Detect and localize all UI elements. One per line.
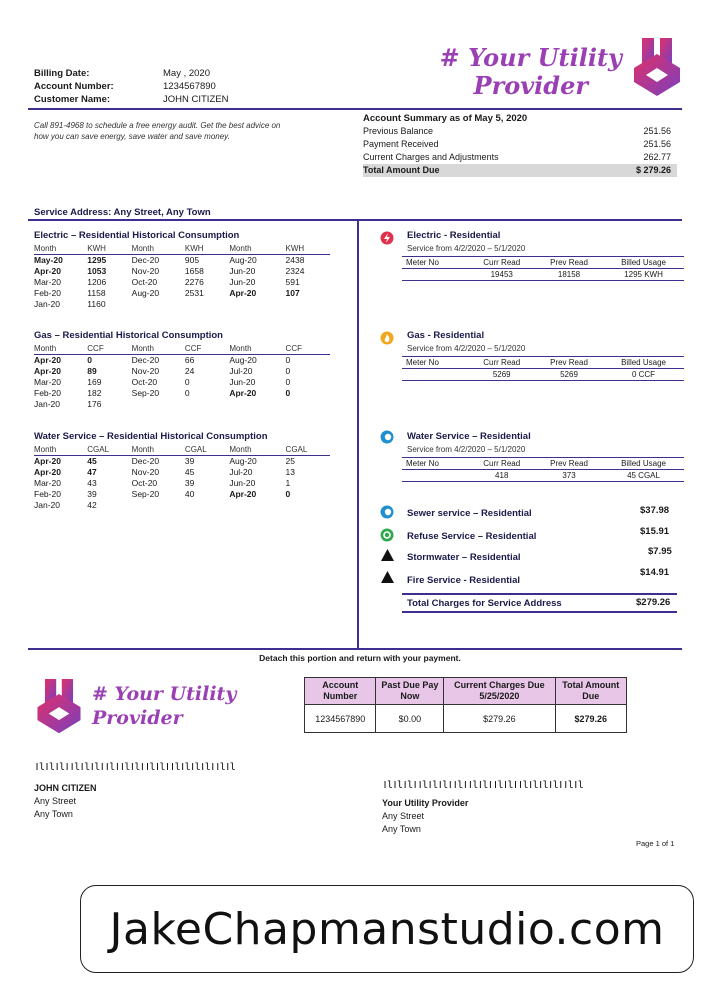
history-cell: Dec-20: [131, 254, 160, 265]
summary-label: Payment Received: [363, 139, 439, 149]
stub-header-cell: Total Amount Due: [555, 678, 626, 705]
column-divider: [357, 220, 359, 648]
history-row: [34, 467, 330, 478]
water-service-title: Water Service – Residential: [407, 431, 531, 442]
stub-value-cell: $279.26: [555, 705, 626, 733]
history-cell: 39: [87, 488, 97, 499]
meter-header-cell: Prev Read: [535, 458, 603, 470]
service-address: Service Address: Any Street, Any Town: [34, 207, 211, 218]
history-row: [34, 354, 330, 366]
history-header-cell: Month: [229, 444, 285, 455]
meter-cell: [402, 369, 468, 381]
history-cell: [185, 299, 229, 310]
history-cell: Aug-20: [229, 254, 257, 265]
brand-logo-icon: [634, 38, 680, 100]
meter-header-cell: Billed Usage: [603, 458, 684, 470]
history-cell: Jan-20: [34, 298, 60, 309]
history-cell: 2276: [184, 276, 204, 287]
meter-cell: 0 CCF: [603, 369, 684, 381]
header-rule: [28, 108, 682, 110]
history-header-cell: KWH: [185, 243, 229, 254]
history-cell: 0: [285, 376, 291, 387]
history-cell: Apr-20: [229, 488, 257, 499]
refuse-service-label: Refuse Service – Residential: [407, 531, 537, 542]
total-charges-bottom-rule: [402, 611, 677, 613]
gas-history-title: Gas – Residential Historical Consumption: [34, 330, 223, 341]
billing-info: [34, 67, 114, 106]
gas-history-table: [34, 343, 330, 410]
stub-value-cell: 1234567890: [305, 705, 376, 733]
history-row: [34, 399, 330, 410]
meter-header-cell: Prev Read: [535, 257, 603, 269]
history-cell: May-20: [34, 254, 63, 265]
provider-address-street: Any Street: [382, 811, 425, 821]
meter-cell: 45 CGAL: [603, 470, 684, 482]
total-charges-value: $279.26: [636, 597, 671, 608]
meter-header-cell: Curr Read: [468, 458, 534, 470]
billing-date-label: Billing Date:: [34, 68, 90, 79]
history-cell: 66: [184, 354, 195, 365]
history-row: [34, 288, 330, 299]
history-cell: Aug-20: [131, 287, 160, 298]
history-cell: 1160: [87, 298, 106, 309]
billing-date: May , 2020: [163, 68, 210, 79]
history-cell: Jan-20: [34, 499, 60, 510]
history-cell: 0: [285, 365, 291, 376]
history-cell: Feb-20: [34, 387, 61, 398]
fire-service-label: Fire Service - Residential: [407, 575, 520, 586]
history-cell: Mar-20: [34, 376, 61, 387]
history-cell: Dec-20: [131, 354, 160, 365]
summary-label: Current Charges and Adjustments: [363, 152, 499, 162]
customer-name-label: Customer Name:: [34, 94, 111, 105]
energy-audit-tip: Call 891-4968 to schedule a free energy audit. Get the best advice on how you can save energy, save water and save money.: [34, 121, 281, 141]
meter-header-cell: Curr Read: [468, 357, 534, 369]
history-header-cell: Month: [34, 243, 87, 254]
summary-row: [363, 138, 677, 151]
history-cell: Nov-20: [131, 466, 160, 477]
water-service-period: Service from 4/2/2020 – 5/1/2020: [407, 445, 526, 454]
customer-address: [34, 782, 97, 821]
stub-value-row: [305, 705, 627, 733]
customer-address-town: Any Town: [34, 809, 73, 819]
total-charges-rule: [402, 593, 677, 595]
stub-brand-logo-icon: [36, 679, 82, 737]
stub-header-cell: Current Charges Due 5/25/2020: [444, 678, 555, 705]
meter-cell: 5269: [535, 369, 603, 381]
history-row: [34, 489, 330, 500]
history-cell: Apr-20: [34, 365, 61, 376]
history-cell: 0: [285, 488, 291, 499]
history-cell: 1053: [87, 265, 107, 276]
water-meter-table: [402, 457, 684, 482]
history-cell: 2438: [285, 254, 305, 265]
history-cell: 47: [87, 466, 97, 477]
summary-value: 251.56: [643, 139, 671, 149]
history-cell: Apr-20: [229, 287, 257, 298]
history-cell: Jan-20: [34, 398, 60, 409]
summary-row: [363, 151, 677, 164]
electric-service-title: Electric - Residential: [407, 230, 501, 241]
history-header-cell: Month: [229, 343, 285, 354]
history-header-cell: CGAL: [87, 444, 131, 455]
history-header-cell: Month: [132, 343, 185, 354]
meter-row: [402, 369, 684, 381]
history-cell: 0: [285, 387, 291, 398]
history-cell: Jun-20: [229, 276, 256, 287]
history-cell: 45: [184, 466, 195, 477]
history-cell: Sep-20: [131, 488, 160, 499]
history-cell: Oct-20: [131, 376, 158, 387]
history-cell: Mar-20: [34, 276, 61, 287]
history-row: [34, 388, 330, 399]
history-cell: Apr-20: [34, 354, 61, 365]
meter-cell: 418: [468, 470, 534, 482]
meter-header-cell: Prev Read: [535, 357, 603, 369]
stub-value-cell: $0.00: [376, 705, 444, 733]
history-cell: 107: [285, 287, 300, 298]
history-cell: Jul-20: [229, 365, 253, 376]
history-cell: 182: [87, 387, 102, 398]
history-cell: 1658: [184, 265, 204, 276]
history-cell: Jul-20: [229, 466, 253, 477]
history-cell: Apr-20: [34, 455, 61, 466]
history-cell: 0: [184, 387, 190, 398]
fire-service-triangle-icon: [381, 571, 394, 583]
summary-value: 262.77: [643, 152, 671, 162]
meter-header-row: [402, 257, 684, 269]
meter-header-cell: Meter No: [402, 257, 468, 269]
meter-row: [402, 470, 684, 482]
history-row: [34, 478, 330, 489]
history-header-cell: Month: [34, 343, 87, 354]
stub-brand-name: [92, 682, 236, 730]
history-row: [34, 500, 330, 511]
history-cell: Feb-20: [34, 287, 61, 298]
history-header-cell: CCF: [87, 343, 131, 354]
history-header-cell: CCF: [185, 343, 229, 354]
history-cell: 176: [87, 398, 102, 409]
history-header-cell: KWH: [87, 243, 131, 254]
stormwater-triangle-icon: [381, 549, 394, 561]
stormwater-service-amount: $7.95: [648, 546, 672, 557]
billing-values: [163, 67, 228, 106]
summary-label: Previous Balance: [363, 126, 434, 136]
service-address-rule: [28, 219, 682, 221]
history-cell: Jun-20: [229, 477, 256, 488]
account-summary: [363, 112, 677, 177]
history-row: [34, 277, 330, 288]
electric-meter-table: [402, 256, 684, 281]
stub-header-cell: Account Number: [305, 678, 376, 705]
history-cell: 39: [184, 455, 195, 466]
customer-barcode: ǀlǀlǀlǀǀlǀlǀlǀǀlǀǀlǀlǀǀlǀlǀǀlǀlǀlǀlǀǀlǀl: [34, 762, 235, 773]
history-cell: Apr-20: [34, 466, 61, 477]
page-number: Page 1 of 1: [636, 839, 675, 848]
history-cell: 0: [285, 354, 291, 365]
refuse-service-amount: $15.91: [640, 526, 670, 537]
stub-brand-line-1: # Your Utility: [92, 683, 237, 705]
history-cell: 1206: [87, 276, 107, 287]
history-cell: [286, 500, 330, 511]
watermark-banner: [80, 885, 694, 973]
summary-title: Account Summary as of May 5, 2020: [363, 113, 528, 124]
history-row: [34, 455, 330, 467]
meter-header-row: [402, 458, 684, 470]
history-header-row: [34, 243, 330, 254]
payment-stub-table: [304, 677, 627, 733]
customer-address-street: Any Street: [34, 796, 77, 806]
summary-total-label: Total Amount Due: [363, 165, 440, 175]
meter-cell: 18158: [535, 269, 603, 281]
electric-icon: [380, 231, 394, 245]
water-history-title: Water Service – Residential Historical Consumption: [34, 431, 268, 442]
summary-total-row: [363, 164, 677, 177]
history-cell: 1: [285, 477, 291, 488]
history-cell: 0: [87, 354, 92, 365]
provider-address-name: Your Utility Provider: [382, 798, 469, 808]
summary-row: [363, 125, 677, 138]
history-cell: 40: [184, 488, 195, 499]
history-header-cell: KWH: [286, 243, 330, 254]
history-cell: [132, 399, 185, 410]
water-drop-icon: [380, 430, 394, 444]
sewer-service-label: Sewer service – Residential: [407, 508, 532, 519]
history-cell: 25: [285, 455, 296, 466]
history-cell: 2324: [285, 265, 305, 276]
meter-header-cell: Billed Usage: [603, 257, 684, 269]
history-header-cell: Month: [34, 444, 87, 455]
gas-meter-table: [402, 356, 684, 381]
history-cell: Dec-20: [131, 455, 160, 466]
history-cell: 905: [184, 254, 200, 265]
meter-cell: 1295 KWH: [603, 269, 684, 281]
history-cell: 169: [87, 376, 102, 387]
meter-cell: 19453: [468, 269, 534, 281]
account-number-label: Account Number:: [34, 81, 114, 92]
meter-cell: 5269: [468, 369, 534, 381]
history-row: [34, 377, 330, 388]
history-cell: [132, 299, 185, 310]
history-cell: 39: [184, 477, 195, 488]
history-cell: [185, 399, 229, 410]
history-cell: [229, 399, 285, 410]
history-cell: Aug-20: [229, 354, 257, 365]
history-cell: Aug-20: [229, 455, 257, 466]
brand-name: [432, 44, 622, 100]
history-cell: [229, 500, 285, 511]
history-header-row: [34, 343, 330, 354]
provider-barcode: ǀlǀlǀlǀǀlǀlǀlǀǀlǀǀlǀlǀǀlǀlǀǀlǀlǀlǀlǀǀlǀl: [382, 780, 583, 791]
history-cell: 591: [285, 276, 300, 287]
detach-instruction: Detach this portion and return with your payment.: [259, 653, 461, 663]
history-cell: Nov-20: [131, 265, 160, 276]
stormwater-service-label: Stormwater – Residential: [407, 552, 521, 563]
stub-brand-line-2: Provider: [92, 707, 183, 729]
history-cell: Jun-20: [229, 376, 256, 387]
history-cell: [185, 500, 229, 511]
history-row: [34, 366, 330, 377]
meter-header-cell: Billed Usage: [603, 357, 684, 369]
brand-line-2: Provider: [473, 71, 588, 100]
sewer-icon: [380, 505, 394, 519]
history-cell: Apr-20: [34, 265, 61, 276]
history-cell: Jun-20: [229, 265, 256, 276]
summary-total-value: $ 279.26: [635, 165, 671, 175]
history-cell: [132, 500, 185, 511]
history-cell: [286, 399, 330, 410]
history-cell: Oct-20: [131, 477, 158, 488]
history-cell: 24: [184, 365, 195, 376]
sewer-service-amount: $37.98: [640, 505, 670, 516]
provider-address: [382, 797, 468, 836]
meter-cell: [402, 269, 468, 281]
brand-line-1: # Your Utility: [439, 43, 622, 72]
account-number: 1234567890: [163, 81, 216, 92]
history-cell: [229, 299, 285, 310]
stub-header-row: [305, 678, 627, 705]
history-cell: Feb-20: [34, 488, 61, 499]
history-cell: Sep-20: [131, 387, 160, 398]
meter-header-cell: Meter No: [402, 458, 468, 470]
gas-flame-icon: [380, 331, 394, 345]
history-cell: 1295: [87, 254, 107, 265]
history-cell: Nov-20: [131, 365, 160, 376]
electric-service-period: Service from 4/2/2020 – 5/1/2020: [407, 244, 526, 253]
total-charges-label: Total Charges for Service Address: [407, 598, 562, 609]
history-header-cell: Month: [132, 444, 185, 455]
customer-name: JOHN CITIZEN: [163, 94, 229, 105]
history-header-cell: Month: [132, 243, 185, 254]
fire-service-amount: $14.91: [640, 567, 670, 578]
history-row: [34, 254, 330, 266]
gas-service-title: Gas - Residential: [407, 330, 485, 341]
meter-header-cell: Curr Read: [468, 257, 534, 269]
history-cell: Apr-20: [229, 387, 257, 398]
history-header-cell: CGAL: [286, 444, 330, 455]
stub-header-cell: Past Due Pay Now: [376, 678, 444, 705]
stub-value-cell: $279.26: [444, 705, 555, 733]
provider-address-town: Any Town: [382, 824, 421, 834]
history-row: [34, 266, 330, 277]
history-cell: 42: [87, 499, 97, 510]
summary-value: 251.56: [643, 126, 671, 136]
watermark-text: JakeChapmanstudio.com: [109, 903, 665, 955]
history-cell: [286, 299, 330, 310]
history-header-cell: Month: [229, 243, 285, 254]
history-cell: 89: [87, 365, 97, 376]
electric-history-title: Electric – Residential Historical Consumption: [34, 230, 240, 241]
meter-header-cell: Meter No: [402, 357, 468, 369]
detach-rule: [28, 648, 682, 650]
history-header-row: [34, 444, 330, 455]
meter-cell: [402, 470, 468, 482]
history-row: [34, 299, 330, 310]
electric-history-table: [34, 243, 330, 310]
history-cell: Mar-20: [34, 477, 61, 488]
history-cell: Oct-20: [131, 276, 158, 287]
history-cell: 45: [87, 455, 97, 466]
gas-service-period: Service from 4/2/2020 – 5/1/2020: [407, 344, 526, 353]
history-cell: 2531: [184, 287, 204, 298]
water-history-table: [34, 444, 330, 511]
history-cell: 1158: [87, 287, 106, 298]
customer-address-name: JOHN CITIZEN: [34, 783, 97, 793]
history-cell: 0: [184, 376, 190, 387]
history-header-cell: CGAL: [185, 444, 229, 455]
meter-header-row: [402, 357, 684, 369]
history-cell: 43: [87, 477, 97, 488]
refuse-recycle-icon: [380, 528, 394, 542]
history-cell: 13: [285, 466, 296, 477]
meter-cell: 373: [535, 470, 603, 482]
history-header-cell: CCF: [286, 343, 330, 354]
meter-row: [402, 269, 684, 281]
